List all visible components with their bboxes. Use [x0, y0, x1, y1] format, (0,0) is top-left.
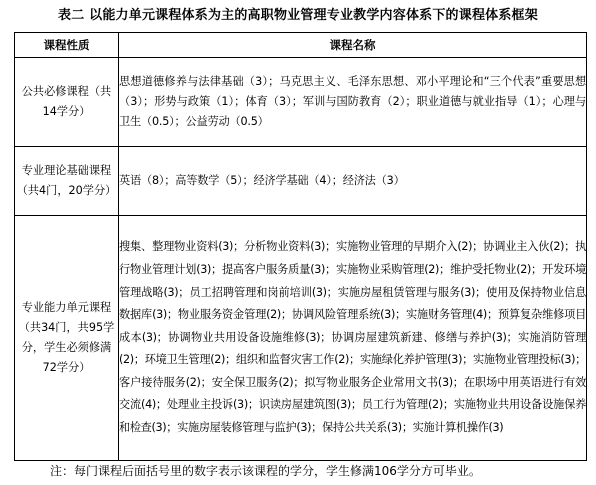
header-course-type: 课程性质 [15, 33, 119, 58]
curriculum-table [14, 32, 587, 461]
course-type-cell: 专业理论基础课程（共4门，20学分） [15, 147, 119, 216]
table-title: 表二 以能力单元课程体系为主的高职物业管理专业教学内容体系下的课程体系框架 [58, 8, 538, 23]
course-type-cell: 公共必修课程（共14学分） [15, 58, 119, 147]
table-header-row [15, 33, 587, 58]
course-list-cell: 思想道德修养与法律基础（3）；马克思主义、毛泽东思想、邓小平理论和“三个代表”重要思想（3）；形势与政策（1）；体育（3）；军训与国防教育（2）；职业道德与就业指导（1）；心理与卫生（0.5）；公益劳动（0.5） [119, 58, 587, 147]
table-footnote: 注：每门课程后面括号里的数字表示该课程的学分，学生修满106学分方可毕业。 [50, 464, 481, 478]
header-course-names: 课程名称 [119, 33, 587, 58]
table-row-public-required [15, 58, 587, 147]
course-list-cell: 搜集、整理物业资料(3)；分析物业资料(3)；实施物业管理的早期介入(2)；协调业主入伙(2)；执行物业管理计划(3)；提高客户服务质量(3)；实施物业采购管理(2)；维护受托物业(2)；开发环境管理战略(3)；员工招聘管理和岗前培训(3)；实施房屋租赁管理与服务(3)；使用及保持物业信息数据库(3)；物业服务资金管理(2)；协调风险管理系统(3)；实施财务管理(4)；预算复杂维修项目成本(3)；协调物业共用设备设施维修(3)；协调房屋建筑新建、修缮与养护(3)；实施消防管理(2)；环境卫生管理(2)；组织和监督灾害工作(2)；实施绿化养护管理(3)；实施物业管理投标(3)；客户接待服务(2)；安全保卫服务(2)；拟写物业服务企业常用文书(3)；在职场中用英语进行有效交流(4)；处理业主投诉(3)；识读房屋建筑图(3)；员工行为管理(2)；实施物业共用设备设施保养和检查(3)；实施房屋装修管理与监护(3)；保持公共关系(3)；实施计算机操作(3) [119, 216, 587, 461]
table-row-ability-units [15, 216, 587, 461]
table-row-professional-theory [15, 147, 587, 216]
course-list-cell: 英语（8）；高等数学（5）；经济学基础（4）；经济法（3） [119, 147, 587, 216]
course-type-cell: 专业能力单元课程（共34门，共95学分，学生必须修满72学分） [15, 216, 119, 461]
